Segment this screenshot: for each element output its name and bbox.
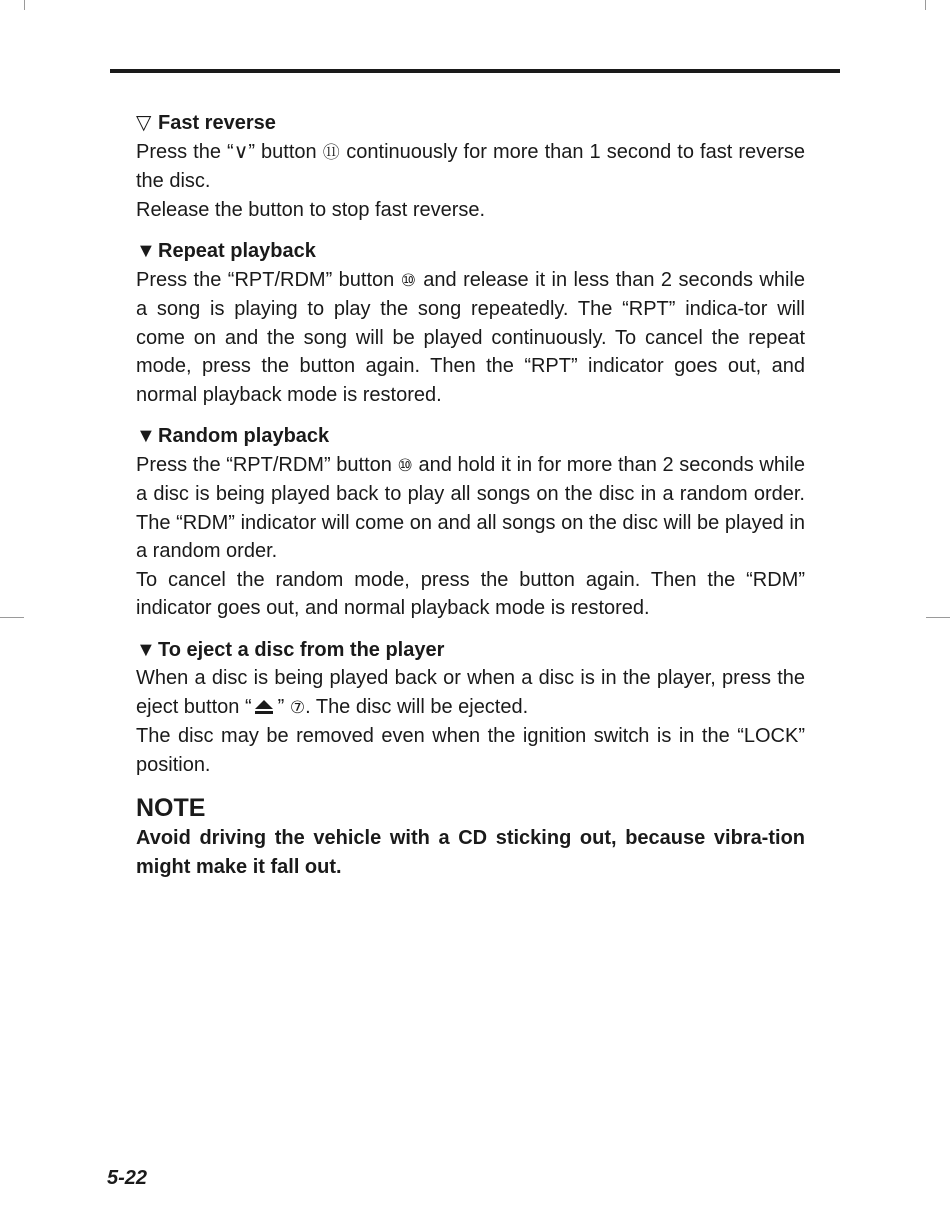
section-heading (136, 109, 805, 138)
eject-icon (254, 699, 274, 715)
text-run: ” (277, 695, 290, 718)
paragraph (136, 266, 805, 410)
button-ref-10: ⑩ (397, 455, 413, 476)
section-random-playback (136, 422, 805, 623)
button-ref-10: ⑩ (400, 270, 417, 291)
text-run: Press the “RPT/RDM” button (136, 268, 401, 291)
paragraph (136, 566, 805, 623)
text-run: Press the “∨” button (136, 140, 323, 163)
outline-triangle-marker: ▽ (136, 112, 152, 134)
text-run: Press the “RPT/RDM” button (136, 453, 398, 476)
paragraph (136, 664, 805, 722)
paragraph (136, 138, 805, 196)
section-eject-disc (136, 636, 805, 780)
crop-mark-middle-right (926, 617, 950, 618)
section-heading (136, 237, 805, 266)
section-heading (136, 422, 805, 451)
paragraph (136, 722, 805, 779)
crop-mark-middle-left (0, 617, 24, 618)
section-fast-reverse (136, 109, 805, 224)
text-run: To cancel the random mode, press the button again. Then the “RDM” indicator goes out, and normal playback mode is restored. (136, 568, 805, 619)
text-run: The disc may be removed even when the ignition switch is in the “LOCK” position. (136, 725, 805, 776)
paragraph (136, 196, 805, 225)
text-run: When a disc is being played back or when a disc is in the player, press the eject button “ (136, 667, 805, 718)
section-repeat-playback (136, 237, 805, 409)
button-ref-7: ⑦ (289, 697, 306, 718)
paragraph (136, 451, 805, 566)
text-run: and release it in less than 2 seconds while a song is playing to play the song repeatedly. The “RPT” indica-tor will come on and the song will be played continuously. To cancel the repeat mode, press the button again. Then the “RPT” indicator goes out, and normal playback mode is restored. (136, 268, 805, 406)
text-run: and hold it in for more than 2 seconds while a disc is being played back to play all songs on the disc in a random order. The “RDM” indicator will come on and all songs on the disc will be played in a random order. (136, 453, 805, 562)
note-heading: NOTE (136, 794, 206, 822)
filled-triangle-marker: ▼ (136, 240, 156, 262)
text-run: . The disc will be ejected. (305, 695, 529, 718)
heading-text: Fast reverse (158, 112, 276, 134)
page-content (136, 109, 805, 881)
text-run: Release the button to stop fast reverse. (136, 198, 486, 221)
note-block (136, 792, 805, 881)
header-rule (110, 69, 840, 73)
page-number: 5-22 (107, 1167, 148, 1189)
section-heading (136, 636, 805, 665)
crop-mark-top-left (24, 0, 25, 10)
filled-triangle-marker: ▼ (136, 425, 156, 447)
text-run: continuously for more than 1 second to fast reverse the disc. (136, 140, 806, 192)
filled-triangle-marker: ▼ (136, 638, 156, 661)
heading-text: To eject a disc from the player (158, 638, 445, 661)
heading-text: Repeat playback (158, 240, 316, 262)
heading-text: Random playback (158, 425, 330, 447)
button-ref-11: ⑪ (322, 142, 341, 163)
note-body: Avoid driving the vehicle with a CD sticking out, because vibra-tion might make it fall out. (136, 827, 805, 878)
crop-mark-top-right (925, 0, 926, 10)
